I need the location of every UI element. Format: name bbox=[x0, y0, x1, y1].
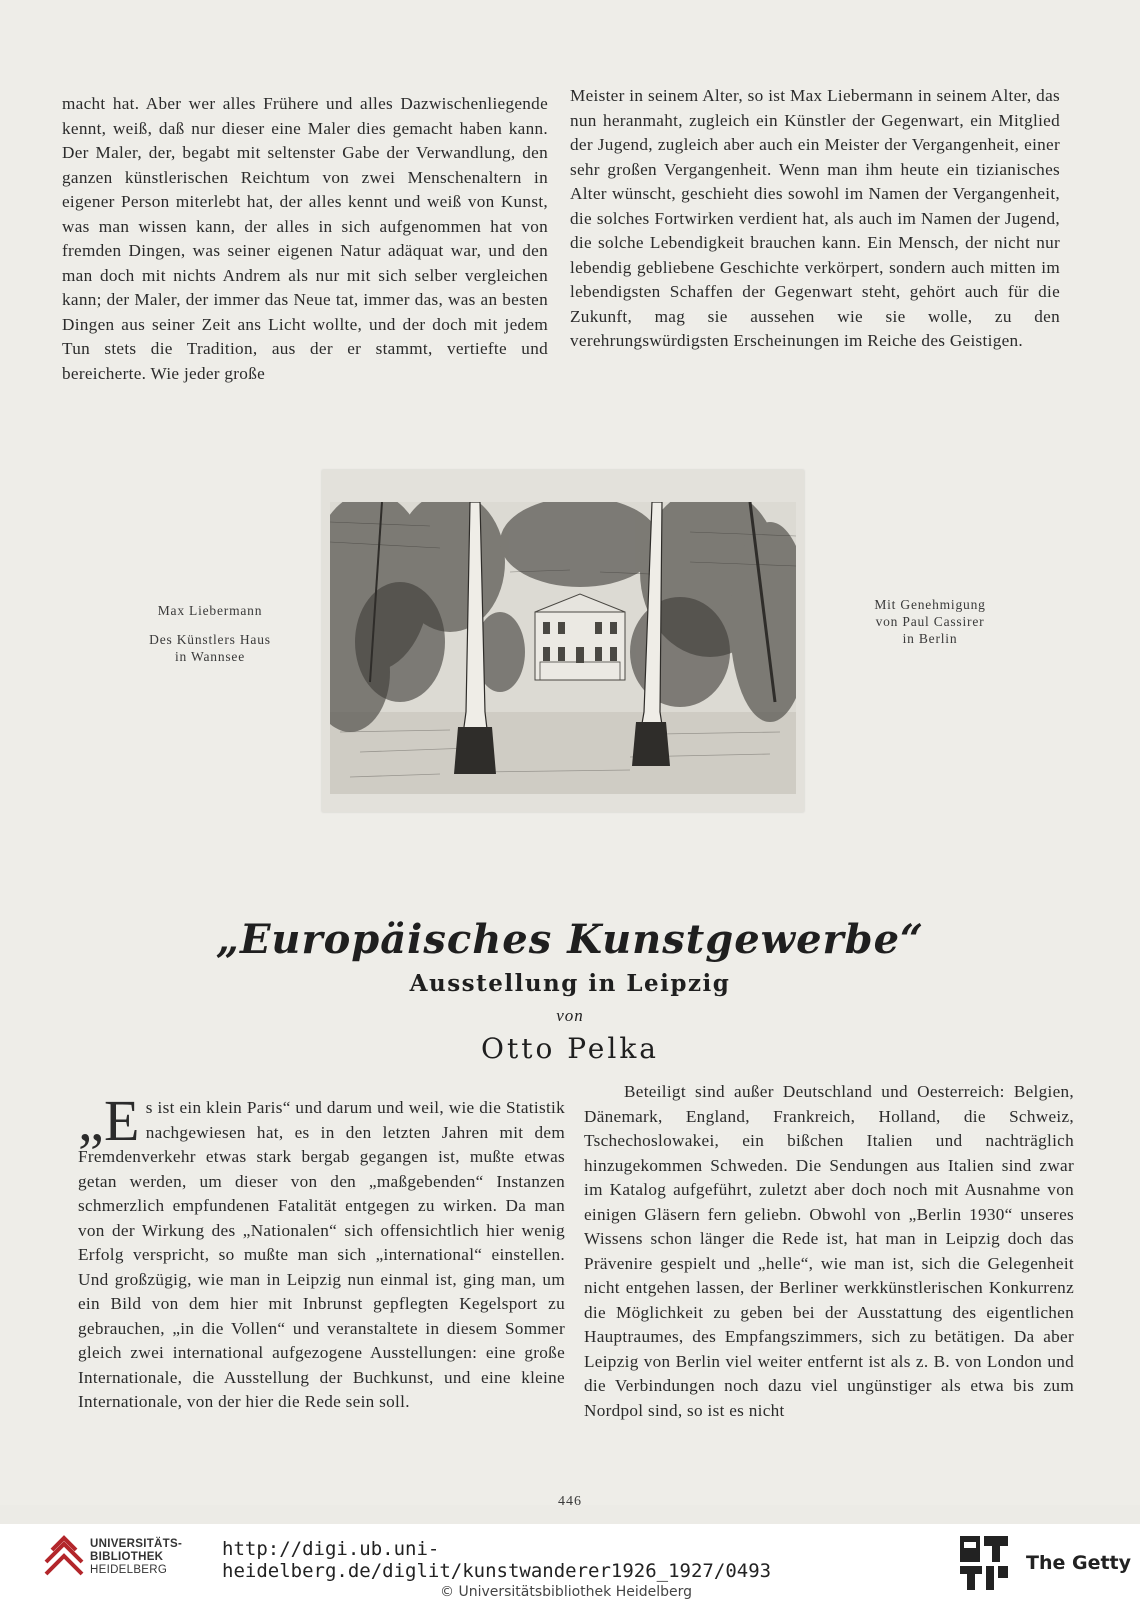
drop-cap bbox=[78, 1088, 140, 1153]
etching-house-image bbox=[330, 502, 796, 794]
paragraph-text: s ist ein klein Paris“ und darum und weil, wie die Statistik nachgewiesen hat, es in den letzten Jahren mit dem Fremdenverkehr etwas stark bergab gegangen ist, mußte etwas getan werden, um dieser von den „maßgebenden“ Instanzen schmerzlich empfundenen Fatalität entgegen zu wirken. Da man von der Wirkung des „Nationalen“ sich offensichtlich hier wenig Erfolg verspricht, so mußte man sich „international“ einstellen. Und großzügig, wie man in Leipzig nun einmal ist, ging man, um ein Bild von dem hier mit Inbrunst gepflegten Kegelsport zu gebrauchen, „in die Vollen“ und veranstaltete in diesem Sommer gleich zwei international aufgezogene Ausstellungen: eine große Internationale, die Ausstellung der Buchkunst, und eine kleine Internationale, von der hier die Rede sein soll. bbox=[78, 1098, 565, 1411]
caption-artist: Max Liebermann bbox=[157, 603, 263, 618]
paragraph: Meister in seinem Alter, so ist Max Liebermann in seinem Alter, das nun heranmaht, zugleich ein Künstler der Gegenwart, ein Mitglied der Jugend, zugleich aber auch ein Meister der Vergangenheit, einer sehr großen Vergangenheit. Wenn man ihm heute ein tizianisches Alter wünscht, geschieht dies sowohl im Namen der Vergangenheit, die solches Fortwirken verdient hat, als auch im Namen der Jugend, die solche Lebendigkeit brauchen kann. Ein Mensch, der nicht nur lebendig gebliebene Geschichte verkörpert, sondern auch mitten im lebendigsten Schaffen der Gegenwart steht, gehört auch für die Zukunft, mag sie aussehen wie sie wolle, zu den verehrungswürdigsten Erscheinungen im Reiche des Geistigen. bbox=[570, 86, 1060, 350]
library-name bbox=[90, 1538, 182, 1577]
text-column-bottom-left bbox=[78, 1088, 565, 1415]
university-library-logo-icon bbox=[42, 1534, 87, 1582]
byline-von: von bbox=[556, 1006, 584, 1025]
paragraph: Beteiligt sind außer Deutschland und Oesterreich: Belgien, Dänemark, England, Frankreich, Holland, die Schweiz, Tschechoslowakei, ein bißchen Italien und nachträglich hinzugekommen Schweden. Die Sendungen aus Italien sind zwar im Katalog aufgeführt, zuletzt aber doch noch mit Ausnahme von einigen Gläsern fern geliebn. Obwohl von „Berlin 1930“ unseres Wissens schon länger die Rede ist, hat man in Leipzig doch das Prävenire gespielt und „helle“, wie man ist, sich die Gelegenheit nicht entgehen lassen, der Berliner werkkünstlerischen Konkurrenz die Möglichkeit zu geben bei der Ausstattung des eigentlichen Hauptraumes, des Empfangszimmers, sich zu betätigen. Da aber Leipzig von Berlin viel weiter entfernt ist als z. B. von London und die Verbindungen noch dazu viel ungünstiger als etwa bis zum Nordpol sind, so ist es nicht bbox=[584, 1082, 1074, 1420]
caption-publisher: von Paul Cassirer bbox=[875, 614, 985, 629]
article-subtitle: Ausstellung in Leipzig bbox=[409, 970, 731, 997]
library-name-line: HEIDELBERG bbox=[90, 1564, 168, 1576]
article-title: „Europäisches Kunstgewerbe“ bbox=[215, 916, 925, 963]
copyright-notice: © Universitätsbibliothek Heidelberg bbox=[440, 1584, 693, 1600]
caption-title: Des Künstlers Haus bbox=[149, 632, 271, 647]
digitization-footer bbox=[0, 1524, 1140, 1614]
library-name-line: UNIVERSITÄTS- bbox=[90, 1538, 183, 1550]
paragraph bbox=[78, 1088, 565, 1415]
drop-cap-quote: „ bbox=[78, 1088, 105, 1153]
caption-permission: Mit Genehmigung bbox=[874, 597, 986, 612]
image-caption-right bbox=[840, 596, 1020, 647]
paragraph: macht hat. Aber wer alles Frühere und alles Dazwischenliegende kennt, weiß, daß nur dieser eine Maler dies gemacht haben kann. Der Maler, der, begabt mit seltenster Gabe der Verwandlung, den ganzen künstlerischen Reichtum von zwei Menschenaltern in eigener Person miterlebt hat, der alles kennt und weiß von Kunst, was man wissen kann, der alles in sich aufgenommen hat von fremden Dingen, was seiner eigenen Natur adäquat war, und den man doch mit nichts Andrem als nur mit sich selber vergleichen kann; der Maler, der immer das Neue tat, immer das, was an besten Dingen aus seiner Zeit ans Licht wollte, und der doch mit jedem Tun stets die Tradition, aus der er stammt, vertiefte und bereicherte. Wie jeder große bbox=[62, 94, 548, 383]
image-caption-left bbox=[120, 602, 300, 665]
text-column-top-right bbox=[570, 84, 1060, 354]
caption-city: in Berlin bbox=[902, 631, 958, 646]
caption-location: in Wannsee bbox=[174, 649, 246, 664]
article-author: Otto Pelka bbox=[481, 1032, 659, 1065]
library-name-line: BIBLIOTHEK bbox=[90, 1551, 164, 1563]
etching-plate bbox=[322, 470, 804, 812]
text-column-bottom-right bbox=[584, 1080, 1074, 1423]
getty-label: The Getty bbox=[1026, 1552, 1132, 1574]
drop-cap-letter: E bbox=[104, 1088, 140, 1153]
text-column-top-left bbox=[62, 92, 548, 386]
getty-logo-icon bbox=[958, 1534, 1010, 1592]
permalink-url[interactable]: http://digi.ub.uni-heidelberg.de/diglit/kunstwanderer1926_1927/0493 bbox=[222, 1538, 772, 1582]
page-number: 446 bbox=[558, 1494, 582, 1509]
